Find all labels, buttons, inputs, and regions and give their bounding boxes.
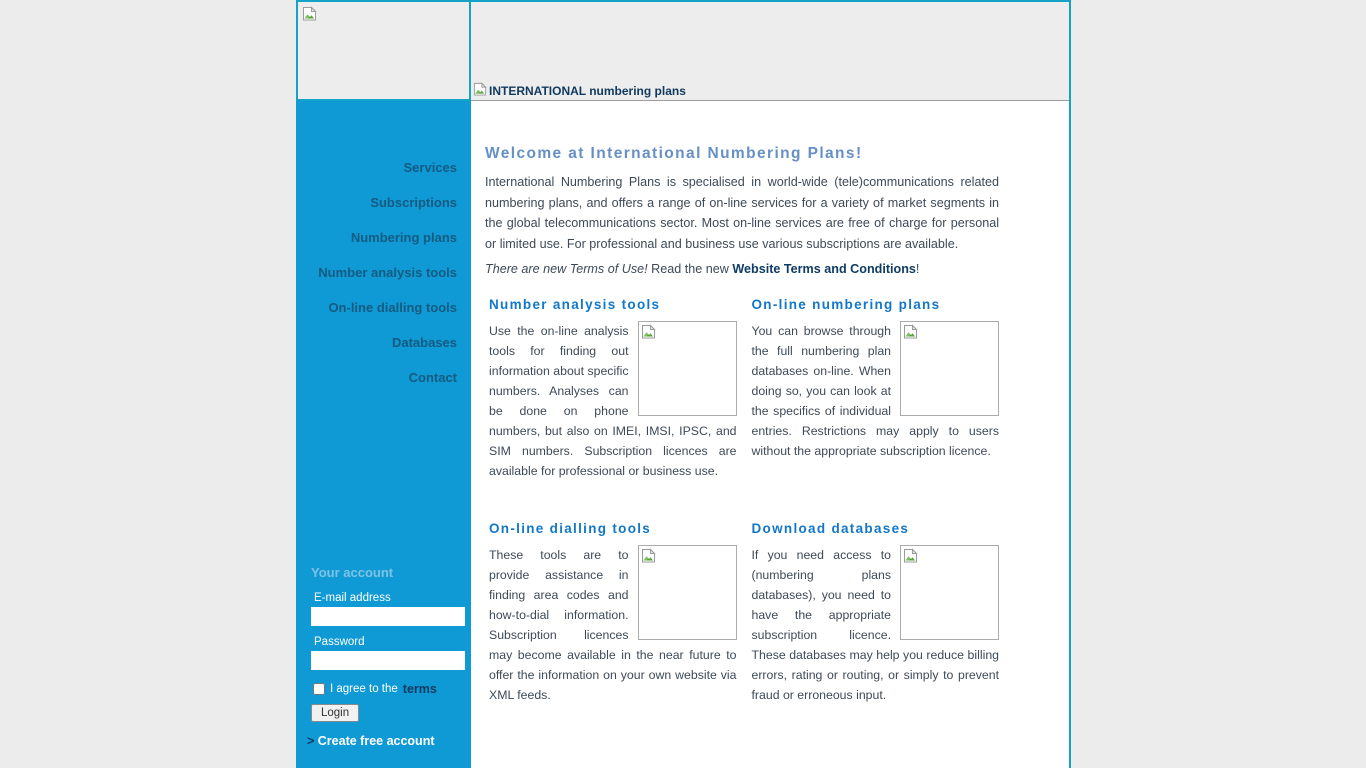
account-login-panel (296, 565, 471, 748)
section-title[interactable]: Number analysis tools (489, 296, 661, 312)
section-title[interactable]: Download databases (751, 520, 910, 536)
sidebar-item-online-dialling-tools[interactable]: On-line dialling tools (328, 300, 457, 315)
sidebar-item-number-analysis-tools[interactable]: Number analysis tools (318, 265, 457, 280)
account-panel-title: Your account (311, 565, 394, 580)
create-free-account-link[interactable] (307, 734, 465, 748)
section-body (752, 545, 1000, 705)
section-image-placeholder (900, 545, 999, 640)
section-body (752, 321, 1000, 461)
banner-alt-text: INTERNATIONAL numbering plans (489, 83, 686, 98)
agree-terms-checkbox[interactable] (313, 683, 325, 695)
sidebar-nav (296, 159, 471, 387)
banner-area (471, 2, 1069, 101)
sidebar-item-services[interactable]: Services (403, 160, 457, 175)
body-row (296, 101, 1069, 768)
section-title[interactable]: On-line numbering plans (751, 296, 941, 312)
agree-terms-row (313, 682, 465, 696)
section-image-placeholder (900, 321, 999, 416)
sidebar-item-subscriptions[interactable]: Subscriptions (370, 195, 457, 210)
logo-placeholder (296, 2, 471, 101)
terms-notice-end: ! (915, 262, 920, 276)
broken-image-icon (641, 548, 656, 568)
sidebar-item-databases[interactable]: Databases (391, 335, 457, 350)
section-download-databases (752, 521, 1000, 705)
broken-image-icon (903, 324, 918, 344)
section-online-numbering-plans (752, 297, 1000, 481)
password-label: Password (314, 636, 365, 648)
intro-paragraph: International Numbering Plans is specialised in world-wide (tele)communications related numbering plans, and offers a range of on-line services for a variety of market segments in the global telecommunications sector. Most on-line services are free of charge for personal or limited use. For professional and business use various subscriptions are available. (485, 175, 999, 251)
page-title: Welcome at International Numbering Plans! (485, 145, 863, 162)
site-wrapper (296, 0, 1071, 768)
sidebar-item-contact[interactable]: Contact (408, 370, 457, 385)
create-link-label: Create free account (317, 734, 435, 748)
agree-terms-text: I agree to the (330, 683, 398, 695)
terms-link[interactable]: terms (402, 682, 437, 696)
section-text: If you need access to (numbering plans databases), you need to have the appropriate subscription licence. These databases may help you reduce billing errors, rating or routing, or simply to prevent fraud or erroneous input. (751, 547, 999, 702)
section-title[interactable]: On-line dialling tools (489, 520, 652, 536)
broken-image-icon (302, 6, 317, 26)
broken-image-icon (473, 82, 487, 99)
login-button[interactable]: Login (311, 704, 359, 722)
email-label: E-mail address (314, 592, 391, 604)
website-terms-link[interactable]: Website Terms and Conditions (732, 262, 916, 276)
create-link-arrow: > (307, 734, 318, 748)
sidebar (296, 101, 471, 768)
section-text: Use the on-line analysis tools for finding out information about specific numbers. Analyses can be done on phone numbers, but also on IMEI, IMSI, IPSC, and SIM numbers. Subscription licences are available for professional or business use. (489, 323, 737, 478)
section-number-analysis-tools (489, 297, 737, 481)
section-text: You can browse through the full numbering plan databases on-line. When doing so, you can look at the specifics of individual entries. Restrictions may apply to users without the appropriate subscription licence. (751, 323, 999, 458)
site-banner[interactable] (473, 82, 686, 99)
sidebar-item-numbering-plans[interactable]: Numbering plans (350, 230, 457, 245)
section-text: These tools are to provide assistance in finding area codes and how-to-dial information. Subscription licences may become available in the near future to offer the information on your own website via XML feeds. (489, 547, 737, 702)
email-field[interactable] (311, 607, 465, 626)
main-content (471, 101, 1069, 768)
section-body (489, 545, 737, 705)
password-field[interactable] (311, 651, 465, 670)
terms-notice (485, 259, 999, 280)
section-body (489, 321, 737, 481)
section-online-dialling-tools (489, 521, 737, 705)
section-image-placeholder (638, 545, 737, 640)
terms-notice-italic: There are new Terms of Use! (485, 262, 648, 276)
broken-image-icon (641, 324, 656, 344)
section-image-placeholder (638, 321, 737, 416)
feature-sections (485, 297, 999, 705)
terms-notice-middle: Read the new (647, 262, 733, 276)
header (296, 2, 1069, 101)
broken-image-icon (903, 548, 918, 568)
